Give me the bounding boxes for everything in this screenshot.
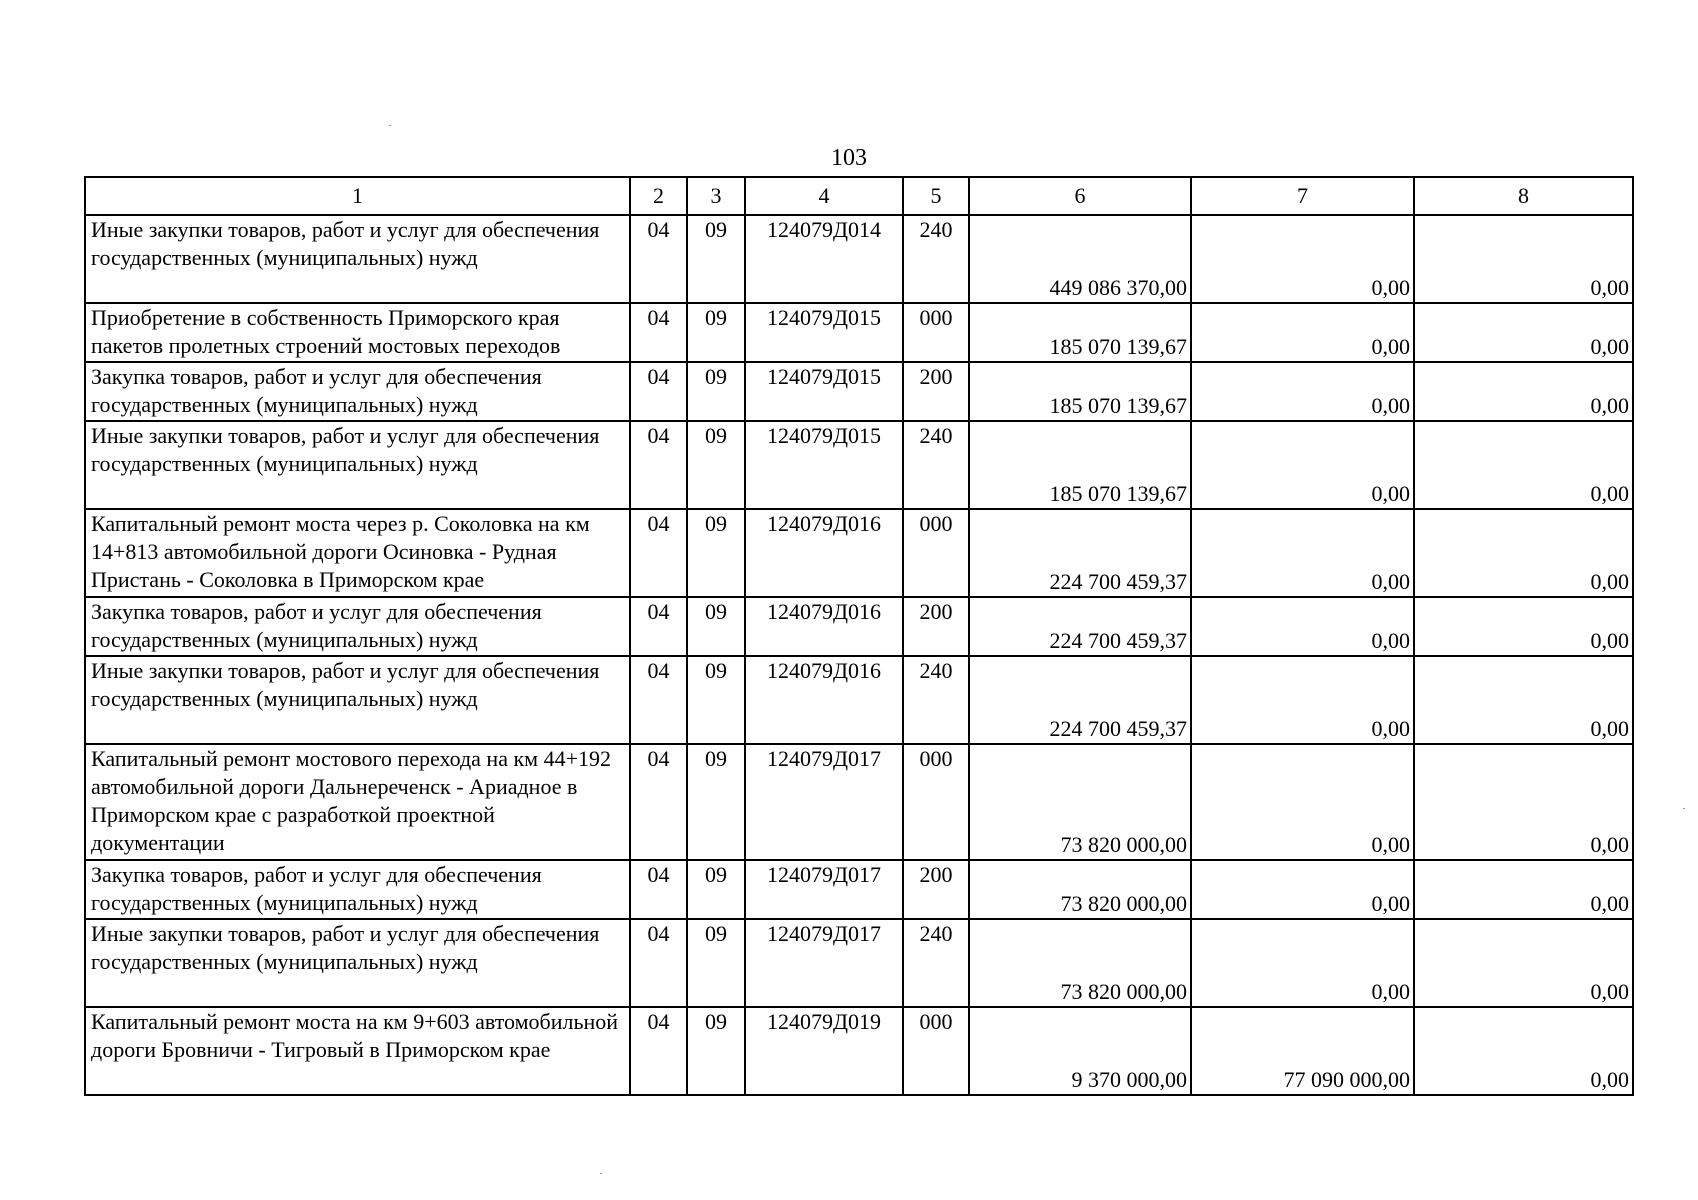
row-target-code: 124079Д017 [745, 860, 903, 919]
row-amount-6: 9 370 000,00 [969, 1007, 1191, 1095]
row-subsection: 09 [687, 362, 745, 421]
row-expense-type: 000 [903, 509, 969, 597]
header-col-1: 1 [85, 177, 630, 215]
row-subsection: 09 [687, 656, 745, 744]
row-expense-type: 240 [903, 919, 969, 1007]
header-col-5: 5 [903, 177, 969, 215]
row-amount-6: 185 070 139,67 [969, 421, 1191, 509]
table-row [85, 421, 1633, 509]
row-section: 04 [630, 215, 687, 303]
row-expense-type: 000 [903, 1007, 969, 1095]
budget-table [84, 176, 1634, 1096]
row-amount-8: 0,00 [1414, 421, 1633, 509]
table-row [85, 597, 1633, 656]
row-target-code: 124079Д016 [745, 597, 903, 656]
row-amount-7: 0,00 [1191, 656, 1414, 744]
row-target-code: 124079Д016 [745, 656, 903, 744]
row-target-code: 124079Д015 [745, 303, 903, 362]
row-amount-6: 224 700 459,37 [969, 656, 1191, 744]
row-amount-6: 185 070 139,67 [969, 303, 1191, 362]
header-col-6: 6 [969, 177, 1191, 215]
row-section: 04 [630, 1007, 687, 1095]
row-expense-type: 200 [903, 362, 969, 421]
row-amount-7: 0,00 [1191, 744, 1414, 860]
row-amount-8: 0,00 [1414, 509, 1633, 597]
table-row [85, 1007, 1633, 1095]
table-row [85, 215, 1633, 303]
row-section: 04 [630, 919, 687, 1007]
row-amount-8: 0,00 [1414, 362, 1633, 421]
row-amount-7: 0,00 [1191, 597, 1414, 656]
row-section: 04 [630, 362, 687, 421]
table-row [85, 362, 1633, 421]
row-expense-type: 200 [903, 597, 969, 656]
row-amount-7: 0,00 [1191, 362, 1414, 421]
table-row [85, 860, 1633, 919]
row-amount-6: 449 086 370,00 [969, 215, 1191, 303]
table-row [85, 919, 1633, 1007]
row-subsection: 09 [687, 1007, 745, 1095]
header-col-3: 3 [687, 177, 745, 215]
row-target-code: 124079Д016 [745, 509, 903, 597]
scan-speck [600, 1173, 602, 1174]
row-section: 04 [630, 509, 687, 597]
row-subsection: 09 [687, 860, 745, 919]
row-amount-6: 73 820 000,00 [969, 744, 1191, 860]
row-amount-6: 224 700 459,37 [969, 509, 1191, 597]
scan-speck [1683, 808, 1685, 809]
table-row [85, 744, 1633, 860]
row-expense-type: 240 [903, 656, 969, 744]
row-amount-6: 224 700 459,37 [969, 597, 1191, 656]
row-expense-type: 000 [903, 744, 969, 860]
row-amount-7: 0,00 [1191, 509, 1414, 597]
row-name: Капитальный ремонт моста через р. Соколовка на км 14+813 автомобильной дороги Осиновка - Рудная Пристань - Соколовка в Приморском крае [85, 509, 630, 597]
table-row [85, 656, 1633, 744]
row-section: 04 [630, 860, 687, 919]
row-subsection: 09 [687, 215, 745, 303]
row-amount-7: 0,00 [1191, 303, 1414, 362]
row-expense-type: 240 [903, 215, 969, 303]
row-target-code: 124079Д014 [745, 215, 903, 303]
scan-speck [389, 125, 391, 126]
row-target-code: 124079Д015 [745, 362, 903, 421]
row-section: 04 [630, 744, 687, 860]
row-name: Капитальный ремонт моста на км 9+603 автомобильной дороги Бровничи - Тигровый в Приморском крае [85, 1007, 630, 1095]
row-expense-type: 200 [903, 860, 969, 919]
row-subsection: 09 [687, 597, 745, 656]
header-row [85, 177, 1633, 215]
row-name: Иные закупки товаров, работ и услуг для обеспечения государственных (муниципальных) нужд [85, 656, 630, 744]
row-name: Закупка товаров, работ и услуг для обеспечения государственных (муниципальных) нужд [85, 362, 630, 421]
row-amount-7: 0,00 [1191, 919, 1414, 1007]
row-amount-7: 77 090 000,00 [1191, 1007, 1414, 1095]
row-amount-6: 73 820 000,00 [969, 919, 1191, 1007]
header-col-7: 7 [1191, 177, 1414, 215]
row-amount-8: 0,00 [1414, 919, 1633, 1007]
row-name: Приобретение в собственность Приморского края пакетов пролетных строений мостовых переходов [85, 303, 630, 362]
row-name: Иные закупки товаров, работ и услуг для обеспечения государственных (муниципальных) нужд [85, 919, 630, 1007]
row-subsection: 09 [687, 421, 745, 509]
row-subsection: 09 [687, 303, 745, 362]
row-amount-8: 0,00 [1414, 656, 1633, 744]
row-subsection: 09 [687, 509, 745, 597]
row-amount-8: 0,00 [1414, 860, 1633, 919]
row-name: Закупка товаров, работ и услуг для обеспечения государственных (муниципальных) нужд [85, 860, 630, 919]
row-section: 04 [630, 656, 687, 744]
row-name: Закупка товаров, работ и услуг для обеспечения государственных (муниципальных) нужд [85, 597, 630, 656]
row-target-code: 124079Д019 [745, 1007, 903, 1095]
row-section: 04 [630, 421, 687, 509]
header-col-8: 8 [1414, 177, 1633, 215]
row-name: Иные закупки товаров, работ и услуг для обеспечения государственных (муниципальных) нужд [85, 421, 630, 509]
header-col-2: 2 [630, 177, 687, 215]
header-col-4: 4 [745, 177, 903, 215]
row-amount-7: 0,00 [1191, 421, 1414, 509]
row-amount-8: 0,00 [1414, 303, 1633, 362]
row-target-code: 124079Д015 [745, 421, 903, 509]
row-expense-type: 000 [903, 303, 969, 362]
row-amount-8: 0,00 [1414, 215, 1633, 303]
page-number: 103 [831, 145, 867, 171]
row-amount-8: 0,00 [1414, 597, 1633, 656]
row-target-code: 124079Д017 [745, 919, 903, 1007]
table-row [85, 303, 1633, 362]
row-subsection: 09 [687, 744, 745, 860]
table-row [85, 509, 1633, 597]
row-name: Капитальный ремонт мостового перехода на км 44+192 автомобильной дороги Дальнереченск - Ариадное в Приморском крае с разработкой проектной документации [85, 744, 630, 860]
row-subsection: 09 [687, 919, 745, 1007]
row-amount-8: 0,00 [1414, 1007, 1633, 1095]
row-amount-6: 185 070 139,67 [969, 362, 1191, 421]
row-section: 04 [630, 303, 687, 362]
row-amount-8: 0,00 [1414, 744, 1633, 860]
row-amount-7: 0,00 [1191, 215, 1414, 303]
row-target-code: 124079Д017 [745, 744, 903, 860]
row-amount-7: 0,00 [1191, 860, 1414, 919]
row-name: Иные закупки товаров, работ и услуг для обеспечения государственных (муниципальных) нужд [85, 215, 630, 303]
row-section: 04 [630, 597, 687, 656]
row-amount-6: 73 820 000,00 [969, 860, 1191, 919]
row-expense-type: 240 [903, 421, 969, 509]
